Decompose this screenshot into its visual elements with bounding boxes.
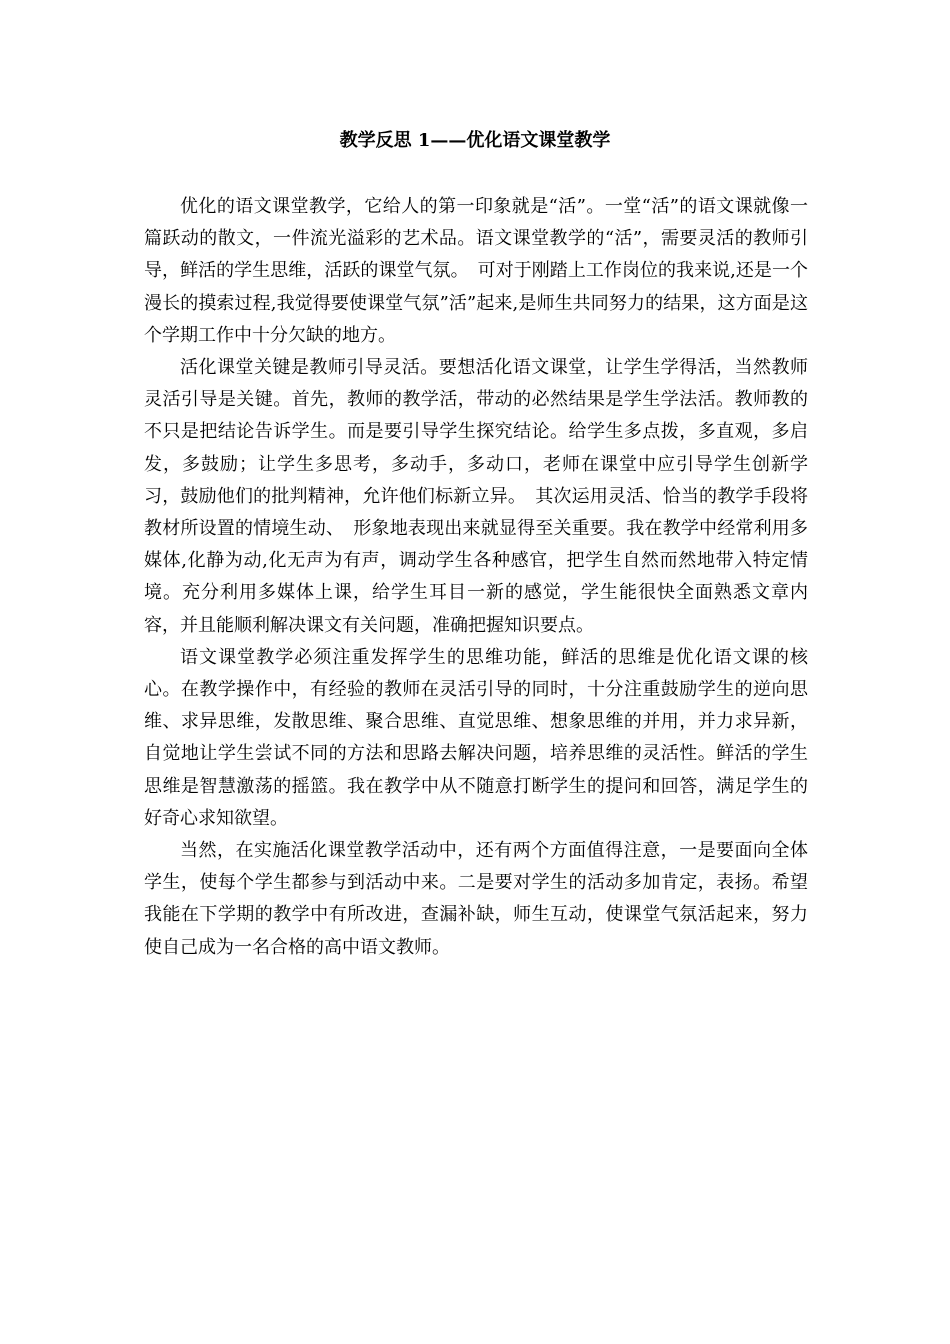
paragraph-1: 优化的语文课堂教学，它给人的第一印象就是“活”。一堂“活”的语文课就像一篇跃动的散文，一件流光溢彩的艺术品。语文课堂教学的“活”，需要灵活的教师引导，鲜活的学生思维，活跃的课堂气氛。 可对于刚踏上工作岗位的我来说,还是一个漫长的摸索过程,我觉得要使课堂气氛”活”起来,是师生共同努力的结果，这方面是这个学期工作中十分欠缺的地方。 (144, 196, 808, 346)
paragraph-4: 当然，在实施活化课堂教学活动中，还有两个方面值得注意，一是要面向全体学生，使每个学生都参与到活动中来。二是要对学生的活动多加肯定，表扬。希望我能在下学期的教学中有所改进，查漏补缺，师生互动，使课堂气氛活起来，努力使自己成为一名合格的高中语文教师。 (144, 840, 808, 958)
paragraph-3: 语文课堂教学必须注重发挥学生的思维功能，鲜活的思维是优化语文课的核心。在教学操作中，有经验的教师在灵活引导的同时，十分注重鼓励学生的逆向思维、求异思维，发散思维、聚合思维、直觉思维、想象思维的并用，并力求异新，自觉地让学生尝试不同的方法和思路去解决问题，培养思维的灵活性。鲜活的学生思维是智慧激荡的摇篮。我在教学中从不随意打断学生的提问和回答，满足学生的好奇心求知欲望。 (144, 646, 808, 829)
document-body (144, 191, 808, 964)
document-title: 教学反思 1——优化语文课堂教学 (339, 130, 611, 151)
paragraph-2: 活化课堂关键是教师引导灵活。要想活化语文课堂，让学生学得活，当然教师灵活引导是关键。首先，教师的教学活，带动的必然结果是学生学法活。教师教的不只是把结论告诉学生。而是要引导学生探究结论。给学生多点拨，多直观，多启发，多鼓励；让学生多思考，多动手，多动口，老师在课堂中应引导学生创新学习，鼓励他们的批判精神，允许他们标新立异。 其次运用灵活、恰当的教学手段将教材所设置的情境生动、 形象地表现出来就显得至关重要。我在教学中经常利用多媒体,化静为动,化无声为有声，调动学生各种感官，把学生自然而然地带入特定情境。充分利用多媒体上课，给学生耳目一新的感觉，学生能很快全面熟悉文章内容，并且能顺利解决课文有关问题，准确把握知识要点。 (144, 357, 808, 636)
